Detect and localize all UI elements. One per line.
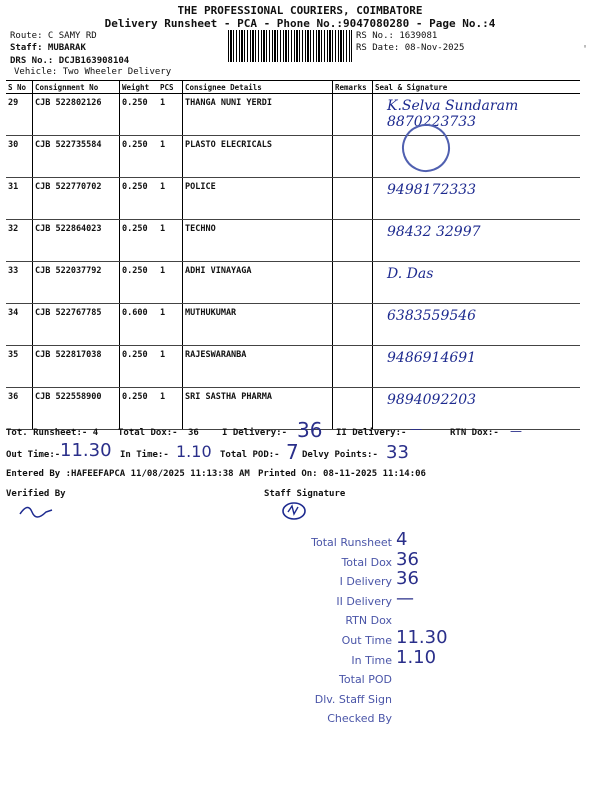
row-remarks [333,136,373,178]
row-pcs: 1 [158,178,183,220]
row-sno: 30 [6,136,33,178]
tot-runsheet: Tot. Runsheet:- 4 [6,428,99,438]
row-pcs: 1 [158,346,183,388]
row-weight: 0.600 [120,304,159,346]
stamp-label: In Time [351,653,392,667]
row-pcs: 1 [158,136,183,178]
col-pcs: PCS [158,81,183,94]
row-pcs: 1 [158,304,183,346]
row-consignee: RAJESWARANBA [183,346,333,388]
row-pcs: 1 [158,388,183,430]
row-consignment-no: CJB 522767785 [33,304,120,346]
stamp-label: Out Time [341,633,392,647]
table-row [6,94,580,136]
ii-delivery-value: — [410,422,422,436]
stamp-value [396,706,476,726]
row-signature: D. Das [373,262,581,304]
row-remarks [333,346,373,388]
in-time-label: In Time:- [120,450,169,460]
col-sno: S No [6,81,33,94]
rtn-dox-label: RTN Dox:- [450,428,499,438]
stamp-value [396,667,476,687]
in-time-value: 1.10 [176,442,212,461]
row-sno: 32 [6,220,33,262]
rs-number: RS No.: 1639081 [356,31,438,41]
row-remarks [333,304,373,346]
row-signature: 6383559546 [373,304,581,346]
table-row [6,262,580,304]
stamp-label: RTN Dox [345,614,392,628]
stamp-label: Total Runsheet [311,536,392,549]
stamp-value: 11.30 [396,626,448,648]
staff-signature-label: Staff Signature [264,489,346,499]
stamp-label: Dlv. Staff Sign [314,692,392,706]
row-weight: 0.250 [120,136,159,178]
delvy-points-value: 33 [386,442,409,463]
row-signature: K.Selva Sundaram 8870223733 [373,94,581,136]
staff-signature-mark [280,500,310,524]
printed-on: Printed On: 08-11-2025 11:14:06 [258,469,426,479]
stamp-label: II Delivery [336,594,392,608]
col-consignee: Consignee Details [183,81,333,94]
stamp-value [396,608,476,628]
stamp-value: 1.10 [396,646,437,668]
row-weight: 0.250 [120,388,159,430]
i-delivery-value: 36 [297,418,323,442]
row-consignment-no: CJB 522864023 [33,220,120,262]
stamp-value [396,687,476,707]
row-sno: 33 [6,262,33,304]
table-row [6,178,580,220]
row-consignment-no: CJB 522558900 [33,388,120,430]
row-consignee: POLICE [183,178,333,220]
runsheet-table [6,80,580,430]
row-signature: 9486914691 [373,346,581,388]
row-consignee: MUTHUKUMAR [183,304,333,346]
row-pcs: 1 [158,94,183,136]
company-title: THE PROFESSIONAL COURIERS, COIMBATORE [177,4,423,17]
row-weight: 0.250 [120,94,159,136]
delivery-stamp-values [396,530,476,726]
delivery-stamp [288,536,392,732]
row-sno: 31 [6,178,33,220]
row-remarks [333,388,373,430]
stamp-value: 36 [396,548,419,570]
row-remarks [333,94,373,136]
row-consignment-no: CJB 522817038 [33,346,120,388]
stamp-value: — [396,587,414,609]
barcode [228,30,352,62]
verified-by: Verified By [6,489,66,499]
staff: Staff: MUBARAK [10,43,86,53]
tot-dox-label: Total Dox:- [118,428,178,438]
row-signature: 98432 32997 [373,220,581,262]
row-consignee: ADHI VINAYAGA [183,262,333,304]
route: Route: C SAMY RD [10,31,97,41]
stamp-label: Total POD [339,673,392,687]
out-time-value: 11.30 [60,440,112,461]
drs-number: DRS No.: DCJB163908104 [10,56,130,66]
stamp-label: Checked By [327,712,392,726]
row-sno: 34 [6,304,33,346]
stamp-label: I Delivery [339,575,392,589]
runsheet-subtitle: Delivery Runsheet - PCA - Phone No.:9047080280 - Page No.:4 [104,17,496,30]
stamp-label: Total Dox [341,555,392,569]
row-signature: 9894092203 [373,388,581,430]
row-pcs: 1 [158,262,183,304]
row-consignee: PLASTO ELECRICALS [183,136,333,178]
row-sno: 35 [6,346,33,388]
table-header-row [6,81,580,94]
rs-date: RS Date: 08-Nov-2025 [356,43,465,53]
i-delivery-label: I Delivery:- [222,428,288,438]
row-consignee: THANGA NUNI YERDI [183,94,333,136]
row-consignee: SRI SASTHA PHARMA [183,388,333,430]
row-consignment-no: CJB 522802126 [33,94,120,136]
table-row [6,136,580,178]
table-row [6,220,580,262]
row-sno: 36 [6,388,33,430]
table-row [6,346,580,388]
row-weight: 0.250 [120,178,159,220]
row-signature: 9498172333 [373,178,581,220]
row-weight: 0.250 [120,262,159,304]
row-weight: 0.250 [120,220,159,262]
col-consignment: Consignment No [33,81,120,94]
row-consignment-no: CJB 522037792 [33,262,120,304]
total-pod-label: Total POD:- [220,450,280,460]
col-remarks: Remarks [333,81,373,94]
table-row [6,388,580,430]
entered-by: Entered By :HAFEEFAPCA 11/08/2025 11:13:38 AM [6,469,250,479]
col-weight: Weight [120,81,159,94]
margin-mark: ' [582,44,589,55]
row-pcs: 1 [158,220,183,262]
row-consignee: TECHNO [183,220,333,262]
out-time-label: Out Time:- [6,450,61,460]
row-sno: 29 [6,94,33,136]
stamp-value: 36 [396,568,419,590]
row-consignment-no: CJB 522770702 [33,178,120,220]
vehicle: Vehicle: Two Wheeler Delivery [14,67,172,77]
table-row [6,304,580,346]
row-remarks [333,262,373,304]
col-seal-signature: Seal & Signature [373,81,581,94]
total-pod-value: 7 [286,440,299,464]
row-weight: 0.250 [120,346,159,388]
row-consignment-no: CJB 522735584 [33,136,120,178]
stamp-value: 4 [396,529,408,550]
row-remarks [333,220,373,262]
row-remarks [333,178,373,220]
verified-signature [16,500,56,520]
rtn-dox-value: — [510,424,522,438]
delvy-points-label: Delvy Points:- [302,450,378,460]
tot-dox-value: 36 [188,428,199,438]
ii-delivery-label: II Delivery:- [336,428,407,438]
